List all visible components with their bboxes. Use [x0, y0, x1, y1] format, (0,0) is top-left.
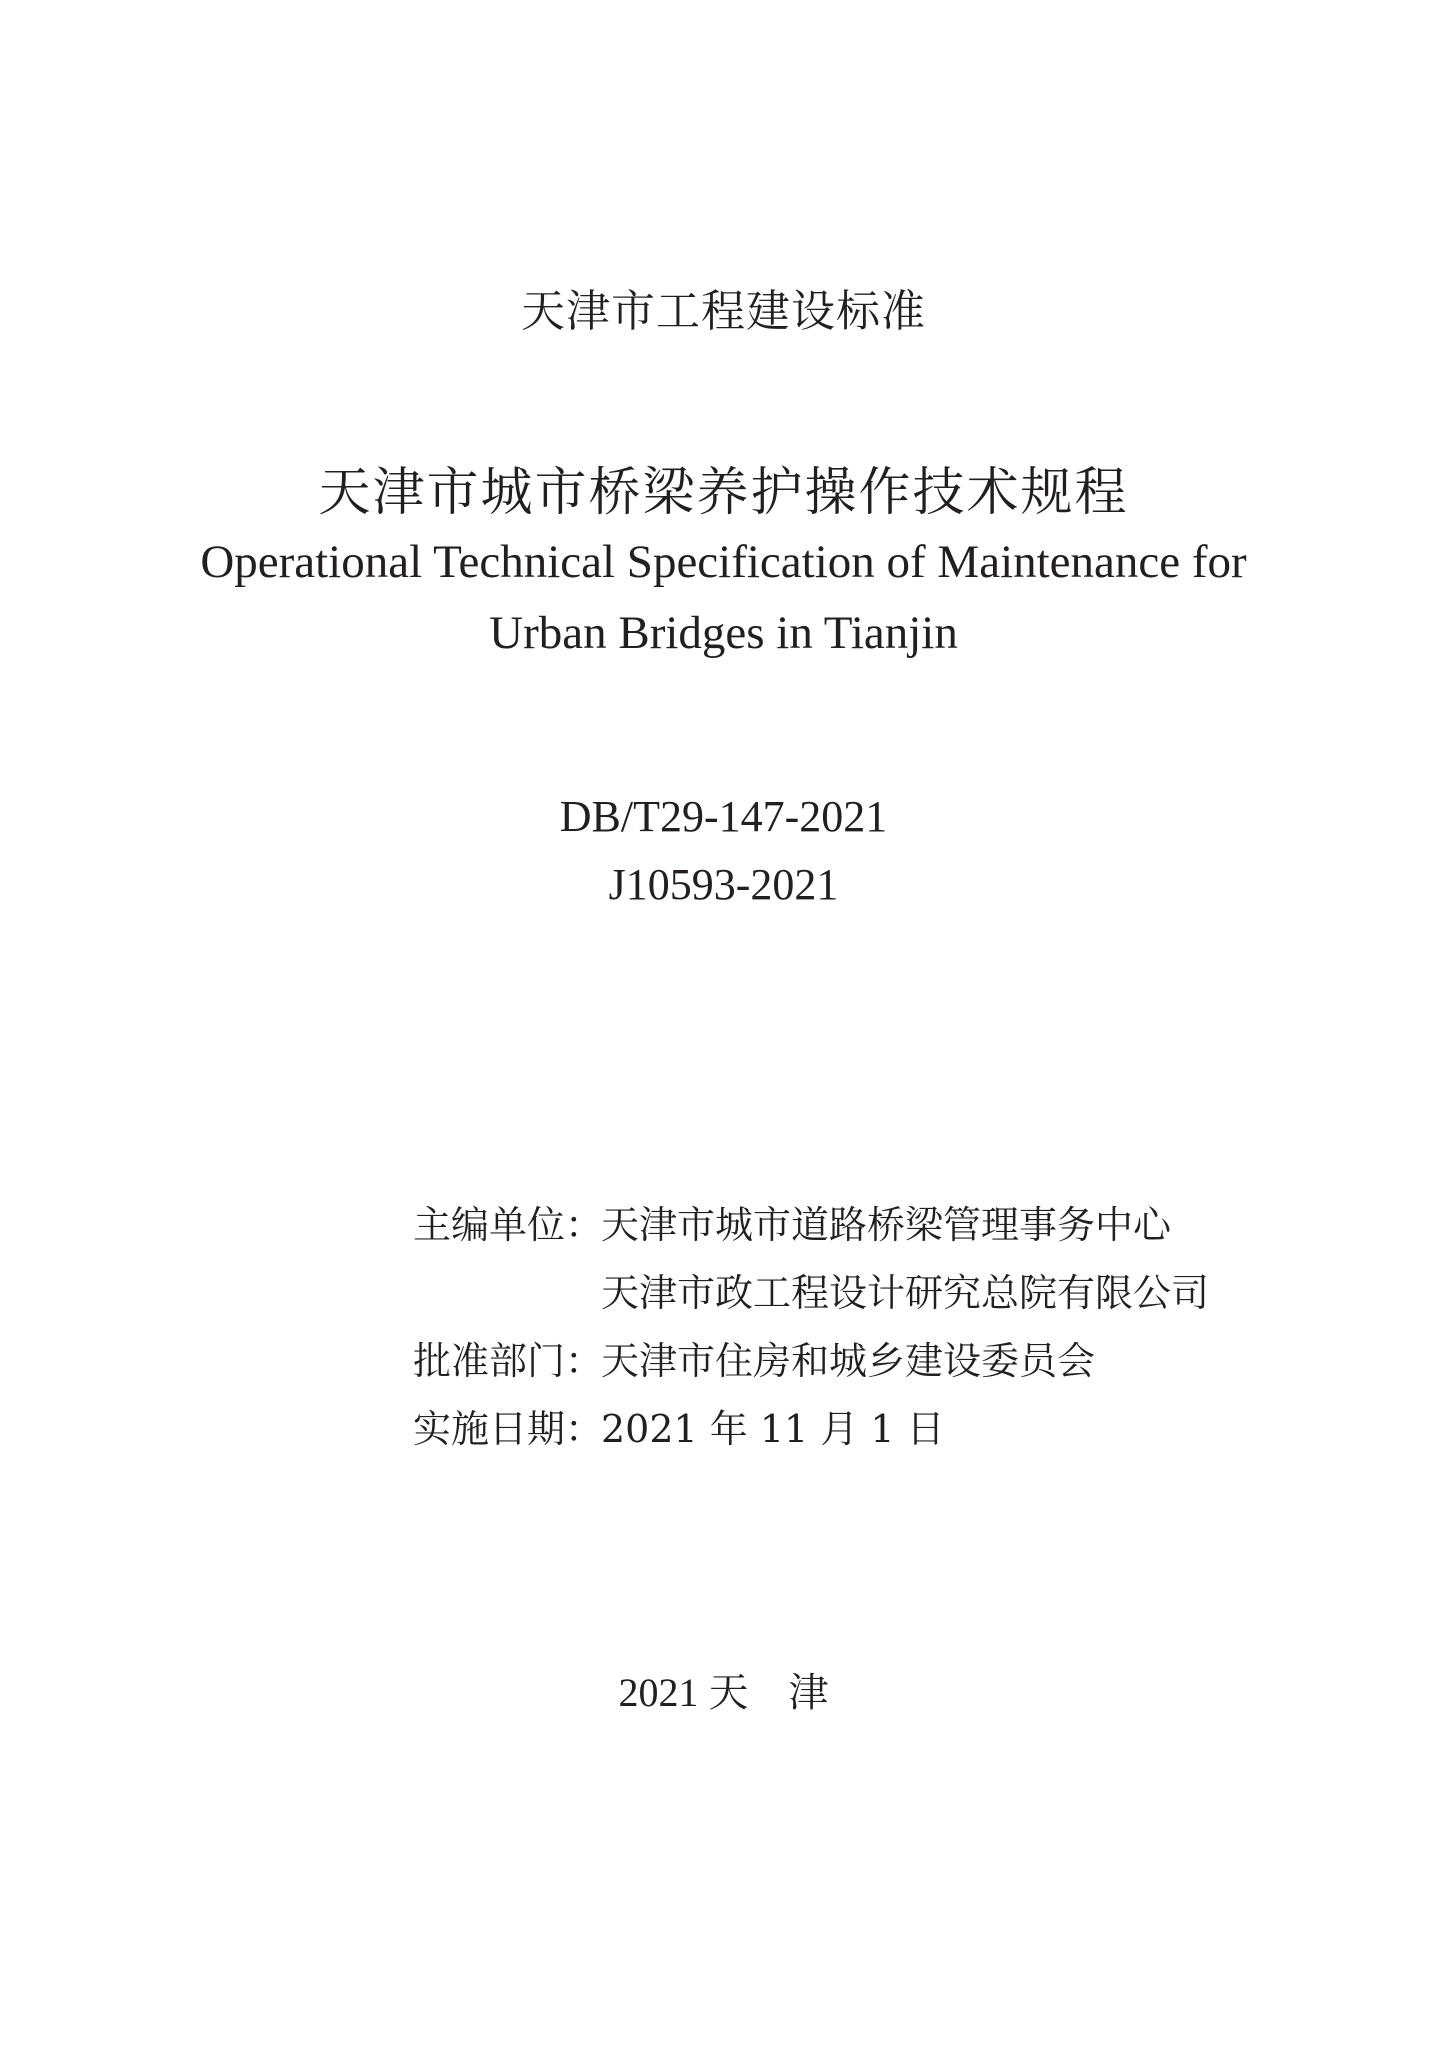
chief-editor-value-1: 天津市城市道路桥梁管理事务中心 — [601, 1203, 1172, 1247]
chief-editor-row-1 — [413, 1195, 1393, 1263]
approval-value: 天津市住房和城乡建设委员会 — [601, 1339, 1096, 1383]
record-number: J10593-2021 — [608, 860, 839, 909]
effective-date-value: 2021 年 11 月 1 日 — [601, 1407, 945, 1451]
document-title-english-line-1: Operational Technical Specification of Maintenance for — [200, 536, 1247, 588]
series-title: 天津市工程建设标准 — [521, 286, 926, 337]
footer-city: 天 津 — [708, 1670, 829, 1716]
footer-year: 2021 — [618, 1670, 699, 1715]
effective-date-row — [413, 1399, 1393, 1467]
document-title-english-line-2: Urban Bridges in Tianjin — [489, 607, 958, 659]
chief-editor-row-2 — [413, 1263, 1393, 1331]
standard-number: DB/T29-147-2021 — [559, 792, 888, 841]
chief-editor-label: 主编单位： — [413, 1203, 604, 1247]
publication-info — [413, 1195, 1393, 1467]
chief-editor-value-2: 天津市政工程设计研究总院有限公司 — [601, 1271, 1210, 1315]
approval-row — [413, 1331, 1393, 1399]
publication-footer — [0, 1665, 1447, 1721]
effective-date-label: 实施日期： — [413, 1407, 604, 1451]
document-title-chinese: 天津市城市桥梁养护操作技术规程 — [318, 463, 1129, 523]
approval-label: 批准部门： — [413, 1339, 604, 1383]
